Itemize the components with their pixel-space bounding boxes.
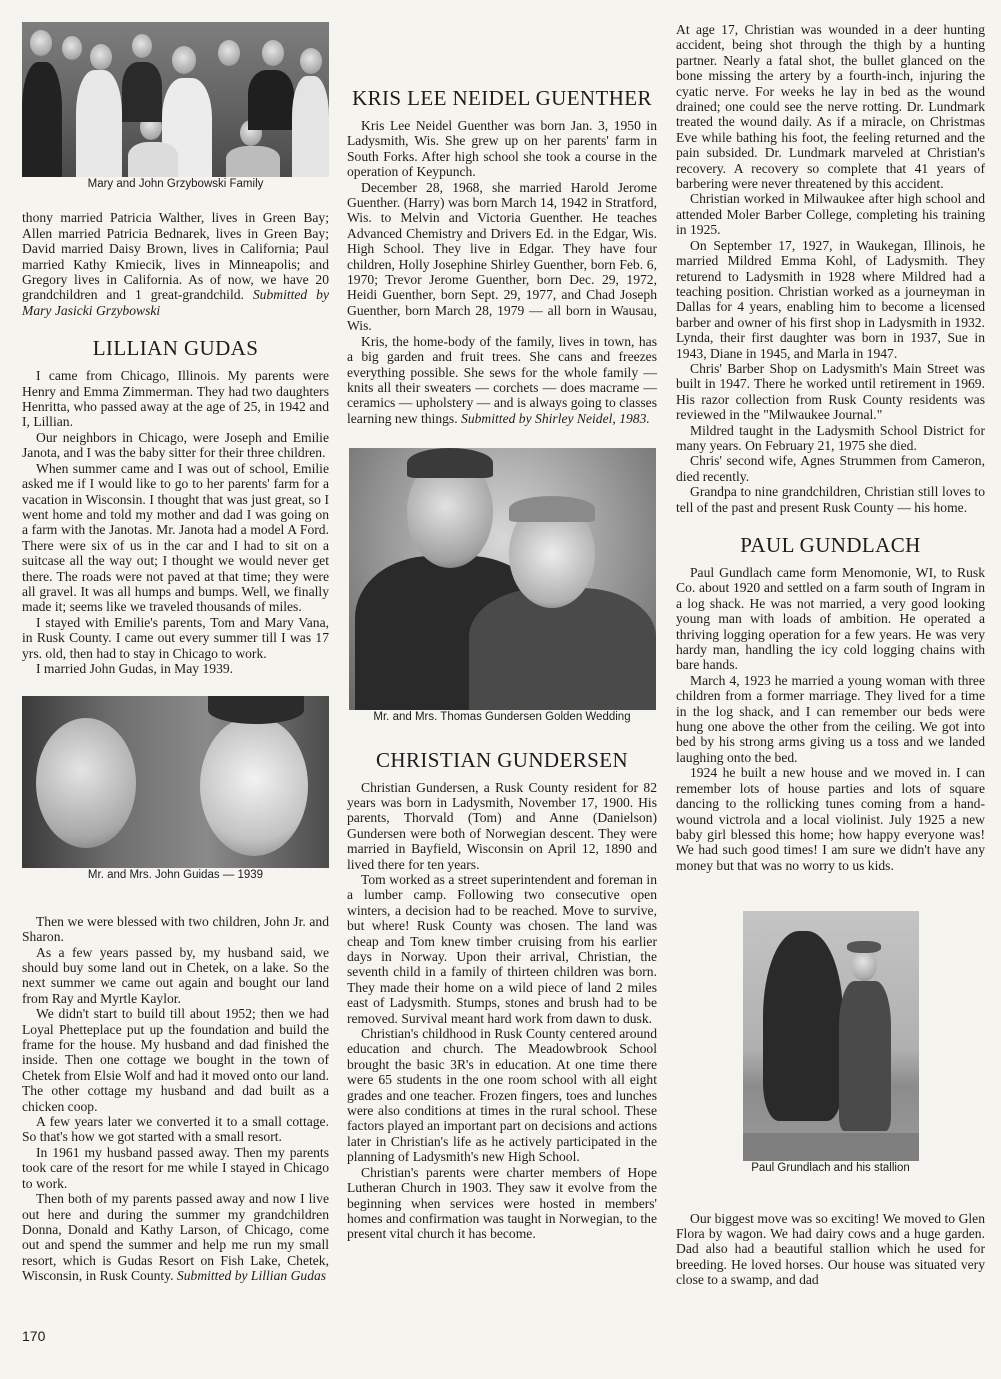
gundersen-paragraph: Christian's parents were charter members of Hope Lutheran Church in 1903. They saw it evolve from the beginning when services were hosted in members' homes and confirmation was taught in Norwegian, to the present vital church it has become. [347,1164,657,1242]
gundlach-paragraph: Our biggest move was so exciting! We moved to Glen Flora by wagon. We had dairy cows and a huge garden. Dad also had a beautiful stallion which he used for breeding. He loved horses. Our house was situated very close to a swamp, and dad [676,1210,985,1288]
guidas-1939-photo [22,696,329,868]
guenther-submitted: Submitted by Shirley Neidel, 1983. [461,410,650,426]
gundersen-paragraph: Christian worked in Milwaukee after high school and attended Moler Barber College, completing his training in 1925. [676,191,985,238]
gudas-submitted: Submitted by Lillian Gudas [176,1268,327,1284]
column-1 [22,22,329,1284]
gundersen-wedding-photo [349,448,656,710]
column-2 [347,24,657,1242]
guenther-paragraph: Kris Lee Neidel Guenther was born Jan. 3, 1950 in Ladysmith, Wis. She grew up on her parents' farm in South Forks. After high school she took a course in the operation of Keypunch. [347,118,657,180]
gundlach-heading: PAUL GUNDLACH [740,533,921,557]
gundersen-heading: CHRISTIAN GUNDERSEN [375,747,629,772]
guidas-figure [22,696,329,883]
gudas-paragraph: We didn't start to build till about 1952; then we had Loyal Phetteplace put up the foundation and build the frame for the house. My husband and dad finished the inside. Then one cottage we bought in the town of Chetek from Elsie Wolf and had it moved onto our land. The other cottage my husband and dad built as a chicken coop. [22,1006,329,1114]
gudas-heading: LILLIAN GUDAS [92,336,259,361]
gudas-paragraph: A few years later we converted it to a small cottage. So that's how we got started with a small resort. [22,1114,329,1145]
gundersen-paragraph: Mildred taught in the Ladysmith School District for many years. On February 21, 1975 she died. [676,422,985,453]
guenther-paragraph: Kris, the home-body of the family, lives in town, has a big garden and fruit trees. She cans and freezes everything possible. She sews for the whole family — knits all their sweaters — corchets — does macrame — ceramics — upholstery — and is always going to classes learning new things. Submitted by Shirley Neidel, 1983. [347,333,657,426]
gudas-paragraph: Then we were blessed with two children, John Jr. and Sharon. [22,913,329,945]
gudas-paragraph: As a few years passed by, my husband said, we should buy some land out in Chetek, on a lake. So the next summer we came out again and bought our land from Ray and Myrtle Kaylor. [22,944,329,1006]
grzybowski-caption: Mary and John Grzybowski Family [87,178,264,190]
grzybowski-continued-text: thony married Patricia Walther, lives in Green Bay; Allen married Patricia Bednarek, lives in Green Bay; David married Daisy Brown, lives in California; Paul married Kathy Kmiecik, lives in Minneapolis; and Gregory lives in California. As of now, we have 20 grandchildren and 1 great-grandchild. Submitted by Mary Jasicki Grzybowski [22,210,329,318]
gudas-paragraph: Then both of my parents passed away and now I live out here and during the summer my grandchildren Donna, Donald and Kathy Larson, of Chicago, come out and spend the summer and help me run my small resort, which is Gudas Resort on Fish Lake, Chetek, Wisconsin, in Rusk County. Submitted by Lillian Gudas [22,1191,329,1284]
gundersen-paragraph: Tom worked as a street superintendent and foreman in a lumber camp. Following two consecutive open winters, a decision had to be reached. Move to survive, but where! Rusk County was chosen. The land was cheap and Tom knew timber cruising from his earlier days in Norway. Upon their arrival, Christian, the seventh child in a family of thirteen children was born. They made their home on a wild piece of land 2 miles east of Ladysmith. Stumps, stones and brush had to be removed. Survival meant hard work from dawn to dusk. [347,871,657,1026]
gundersen-paragraph: On September 17, 1927, in Waukegan, Illinois, he married Mildred Emma Kohl, of Ladysmith. They returend to Ladysmith in 1928 where Mildred had a teaching position. Christian worked as a journeyman in Dallas for 4 years, enabling him to become a licensed barber and owner of his first shop in Ladysmith in 1932. Lynda, their first daughter was born in 1937, Sue in 1943, Diane in 1945, and Marla in 1947. [676,237,985,361]
gudas-paragraph: I married John Gudas, in May 1939. [36,660,234,676]
gundersen-paragraph: Christian's childhood in Rusk County centered around education and church. The Meadowbrook School brought the basic 3R's in education. At one time there were 65 students in the one room school with all eight grades and one teacher. Frozen fingers, toes and lunches were also conditions at times in the rural school. These factors played an important part on decisions and actions later in Christian's life as he actively participated in the planning of Ladysmith's new High School. [347,1026,657,1165]
gudas-paragraph: In 1961 my husband passed away. Then my parents took care of the resort for me while I stayed in Chicago to work. [22,1144,329,1191]
gundersen-paragraph: Grandpa to nine grandchildren, Christian still loves to tell of the past and present Rusk County — his home. [676,484,985,515]
gundersen-paragraph: Chris' second wife, Agnes Strummen from Cameron, died recently. [676,453,985,484]
gundersen-paragraph: At age 17, Christian was wounded in a deer hunting accident, being shot through the thigh by a hunting partner. Nearly a fatal shot, the bullet glanced on the bone missing the artery by a fourth-inch, injuring the cyatic nerve. For weeks he lay in bed as the wound drained; one could see the nerve rotting. Dr. Lundmark treated the wound daily. As if a miracle, on Christmas Eve while bathing his foot, the feeling returned and the pain subsided. Dr. Lundmark marveled at Christian's recovery. A recovery so complete that 41 years of barbering were never threatened by this accident. [676,22,985,192]
gudas-paragraph: Our neighbors in Chicago, were Joseph and Emilie Janota, and I was the baby sitter for their three children. [22,429,329,461]
guenther-heading: KRIS LEE NEIDEL GUENTHER [352,86,652,110]
gundlach-paragraph: March 4, 1923 he married a young woman with three children from a former marriage. They lived for a time in the log shack, and I can remember our beds were hung one above the other from the ceiling. We got into bed by his strong arms giving us a toss and we landed laughing onto the bed. [676,672,985,765]
guidas-caption: Mr. and Mrs. John Guidas — 1939 [87,869,264,882]
gundlach-paragraph: Paul Gundlach came form Menomonie, WI, to Rusk Co. about 1920 and settled on a farm south of Ingram in a log shack. He was not married, a very good looking young man with loads of ambition. He operated a thriving logging operation for a few years. He was very hardy man, handling the icy cold logging chains with bare hands. [676,565,985,673]
grundlach-figure [676,911,985,1176]
grundlach-stallion-photo [743,911,919,1161]
gundlach-paragraph: 1924 he built a new house and we moved in. I can remember lots of house parties and lots of square dancing to the rollicking tunes coming from a hand-wound victrola and a local violinist. July 1925 a new baby girl blessed this home; how happy everyone was! We had such good times! I am sure we didn't have any money but that was no worry to us kids. [676,765,985,873]
gundersen-paragraph: Christian Gundersen, a Rusk County resident for 82 years was born in Ladysmith, November 17, 1900. His parents, Thorvald (Tom) and Anne (Danielson) Gundersen were both of Norwegian descent. They were married in Bayfield, Wisconsin on April 12, 1890 and lived there for ten years. [347,779,657,872]
gudas-paragraph: When summer came and I was out of school, Emilie asked me if I would like to go to her parents' farm for a vacation in Wisconsin. I thought that was just great, so I went home and told my mother and dad I was going on a farm with the Janotas. Mr. Janota had a model A Ford. There were six of us in the car and I had to sit on a suitcase all the way out; I thought we would never get there. The roads were not paved at that time; they were all gravel. It was all humps and bumps. Well, we finally made it; seems like we traveled thousands of miles. [22,460,329,615]
column-3 [676,22,985,1288]
grundlach-caption: Paul Grundlach and his stallion [751,1162,910,1175]
page-number: 170 [22,1328,46,1344]
gudas-paragraph: I stayed with Emilie's parents, Tom and Mary Vana, in Rusk County. I came out every summer till I was 17 yrs. old, then had to stay in Chicago to work. [22,614,329,661]
gundersen-paragraph: Chris' Barber Shop on Ladysmith's Main Street was built in 1947. There he worked until retirement in 1969. His razor collection from Rusk County residents was reviewed in the "Milwaukee Journal." [676,360,985,423]
gundersen-figure [347,448,657,725]
guenther-paragraph: December 28, 1968, she married Harold Jerome Guenther. (Harry) was born March 14, 1942 in Stratford, Wis. to Melvin and Victoria Guenther. He teaches Advanced Chemistry and Drivers Ed. in the Edgar, Wis. High School. They live in Edgar. They have four children, Holly Josephine Shirley Guenther, born Feb. 6, 1970; Trevor Jerome Guenther, born Dec. 29, 1972, Heidi Guenther, born Sept. 29, 1977, and Chad Joseph Guenther, born March 28, 1979 — all born in Wausau, Wis. [347,179,657,334]
gudas-paragraph: I came from Chicago, Illinois. My parents were Henry and Emma Zimmerman. They had two daughters Henritta, who passed away at the age of 25, in 1942 and I, Lillian. [22,368,329,430]
gundersen-caption: Mr. and Mrs. Thomas Gundersen Golden Wedding [373,711,631,724]
grzybowski-family-photo [22,22,329,177]
grzybowski-submitted: Submitted by Mary Jasicki Grzybowski [22,287,329,318]
grzybowski-figure [22,22,329,192]
